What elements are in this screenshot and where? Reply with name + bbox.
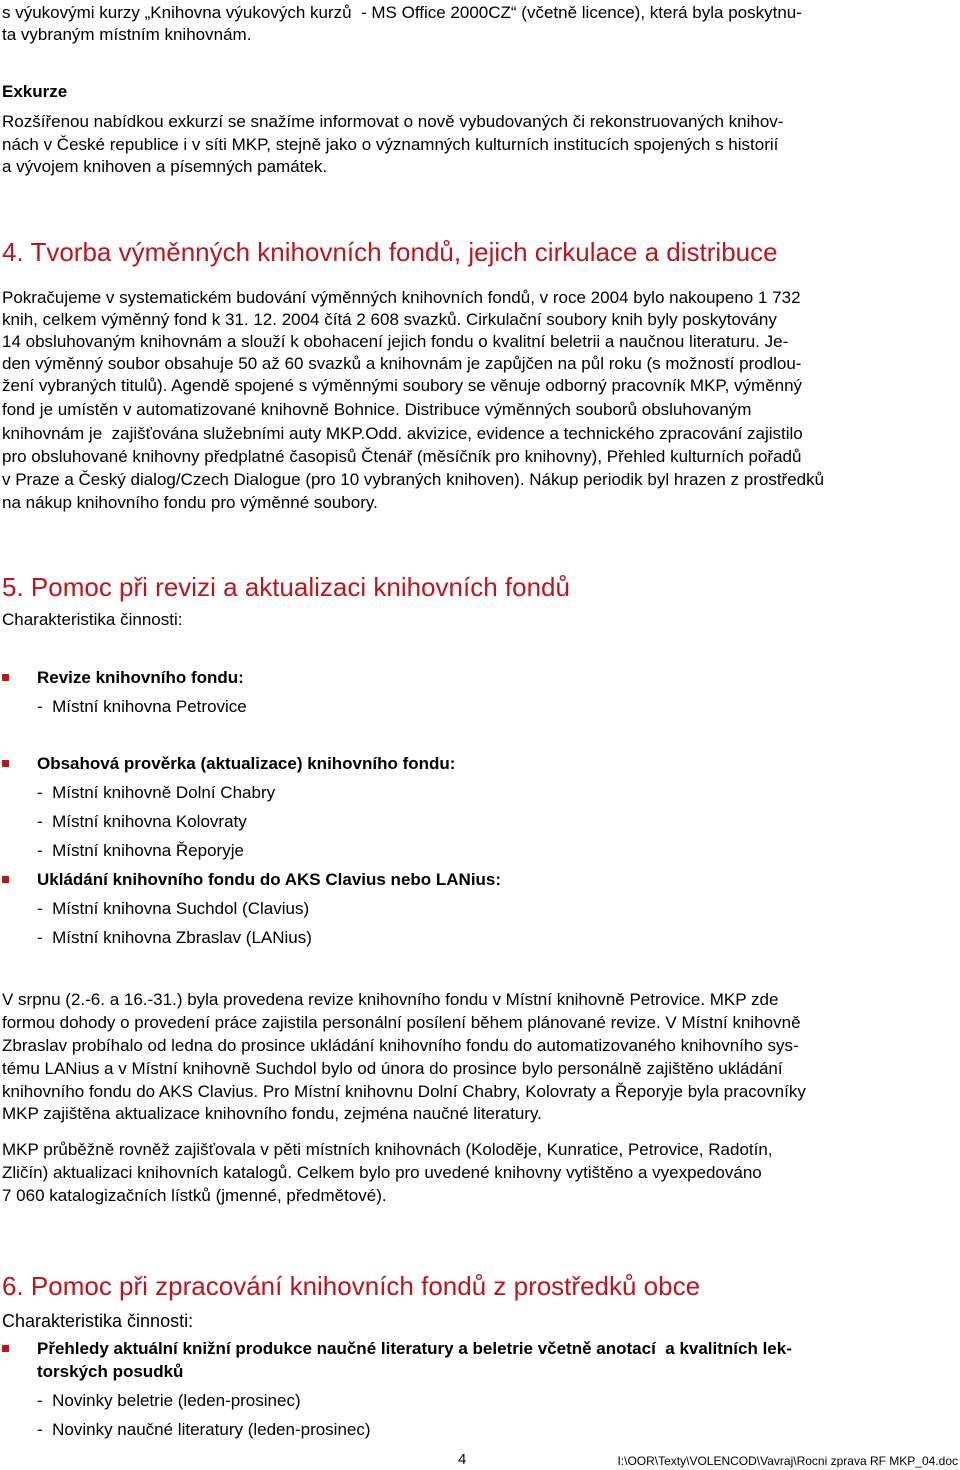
list-item: - Místní knihovně Dolní Chabry (37, 783, 276, 802)
body-text-line: nách v České republice i v síti MKP, stejně jako o významných kulturních institucích spojených s historií (2, 135, 779, 154)
bullet-square (2, 1345, 9, 1352)
excursion-title: Exkurze (2, 82, 68, 101)
bullet-title: Revize knihovního fondu: (37, 668, 244, 687)
bullet-title: Přehledy aktuální knižní produkce naučné literatury a beletrie včetně anotací a kvalitních lek- (37, 1339, 792, 1358)
body-text-line: pro obsluhované knihovny předplatné časopisů Čtenář (měsíčník pro knihovny), Přehled kulturních pořadů (2, 447, 802, 466)
body-text-line: na nákup knihovního fondu pro výměnné soubory. (2, 493, 378, 512)
bullet-title: torských posudků (37, 1362, 184, 1381)
list-item: - Novinky naučné literatury (leden-prosinec) (37, 1420, 371, 1439)
page-number: 4 (458, 1451, 467, 1468)
body-text-line: knih, celkem výměnný fond k 31. 12. 2004 čítá 2 608 svazků. Cirkulační soubory knih byly poskytovány (2, 310, 777, 329)
bullet-title: Obsahová prověrka (aktualizace) knihovního fondu: (37, 754, 456, 773)
body-text-line: s výukovými kurzy „Knihovna výukových kurzů - MS Office 2000CZ“ (včetně licence), která byla poskytnu- (2, 3, 802, 22)
body-text-line: knihovnám je zajišťována služebními auty MKP.Odd. akvizice, evidence a technického zpracování zajistilo (2, 424, 803, 443)
body-text-line: Zbraslav probíhalo od ledna do prosince ukládání knihovního fondu do automatizovaného knihovního sys- (2, 1036, 799, 1055)
body-text-line: knihovního fondu do AKS Clavius. Pro Místní knihovnu Dolní Chabry, Kolovraty a Řeporyje byla pracovníky (2, 1082, 806, 1101)
body-text-line: 14 obsluhovaným knihovnám a slouží k obohacení jejich fondu o kvalitní beletrii a naučnou literaturu. Je- (2, 332, 789, 351)
list-item: - Místní knihovna Řeporyje (37, 841, 244, 860)
list-item: - Místní knihovna Petrovice (37, 697, 247, 716)
body-text-line: 7 060 katalogizačních lístků (jmenné, předmětové). (2, 1186, 387, 1205)
list-item: - Místní knihovna Zbraslav (LANius) (37, 928, 312, 947)
bullet-title: Ukládání knihovního fondu do AKS Clavius nebo LANius: (37, 870, 502, 889)
body-text-line: Zličín) aktualizaci knihovních katalogů. Celkem bylo pro uvedené knihovny vytištěno a vyexpedováno (2, 1163, 762, 1182)
section-6-subtitle: Charakteristika činnosti: (2, 1311, 194, 1331)
body-text-line: den výměnný soubor obsahuje 50 až 60 svazků a knihovnám je zapůjčen na půl roku (s možností prodlou- (2, 354, 802, 373)
body-text-line: V srpnu (2.-6. a 16.-31.) byla provedena revize knihovního fondu v Místní knihovně Petrovice. MKP zde (2, 990, 779, 1009)
body-text-line: ta vybraným místním knihovnám. (2, 25, 252, 44)
body-text-line: tému LANius a v Místní knihovně Suchdol bylo od února do prosince bylo personálně zajištěno ukládání (2, 1059, 783, 1078)
body-text-line: fond je umístěn v automatizované knihovně Bohnice. Distribuce výměnných souborů obsluhovaným (2, 400, 752, 419)
section-6-heading: 6. Pomoc při zpracování knihovních fondů z prostředků obce (2, 1271, 701, 1301)
bullet-square (2, 674, 9, 681)
section-4-heading: 4. Tvorba výměnných knihovních fondů, jejich cirkulace a distribuce (2, 237, 778, 267)
bullet-square (2, 876, 9, 883)
body-text-line: a vývojem knihoven a písemných památek. (2, 157, 328, 176)
section-5-subtitle: Charakteristika činnosti: (2, 610, 183, 629)
section-5-heading: 5. Pomoc při revizi a aktualizaci knihovních fondů (2, 572, 570, 602)
body-text-line: v Praze a Český dialog/Czech Dialogue (pro 10 vybraných knihoven). Nákup periodik byl hrazen z prostředků (2, 470, 825, 489)
list-item: - Místní knihovna Suchdol (Clavius) (37, 899, 310, 918)
list-item: - Novinky beletrie (leden-prosinec) (37, 1391, 301, 1410)
body-text-line: MKP průběžně rovněž zajišťovala v pěti místních knihovnách (Koloděje, Kunratice, Petrovice, Radotín, (2, 1140, 773, 1159)
file-path: I:\OOR\Texty\VOLENCOD\Vavraj\Rocni zprava RF MKP_04.doc (617, 1454, 958, 1468)
body-text-line: formou dohody o provedení práce zajistila personální posílení během plánované revize. V Místní knihovně (2, 1013, 801, 1032)
list-item: - Místní knihovna Kolovraty (37, 812, 247, 831)
body-text-line: MKP zajištěna aktualizace knihovního fondu, zejména naučné literatury. (2, 1104, 542, 1123)
body-text-line: žení vybraných titulů). Agendě spojené s výměnnými soubory se věnuje odborný pracovník MKP, výměnný (2, 376, 803, 395)
body-text-line: Pokračujeme v systematickém budování výměnných knihovních fondů, v roce 2004 bylo nakoupeno 1 732 (2, 288, 801, 307)
body-text-line: Rozšířenou nabídkou exkurzí se snažíme informovat o nově vybudovaných či rekonstruovaných knihov- (2, 112, 784, 131)
bullet-square (2, 760, 9, 767)
